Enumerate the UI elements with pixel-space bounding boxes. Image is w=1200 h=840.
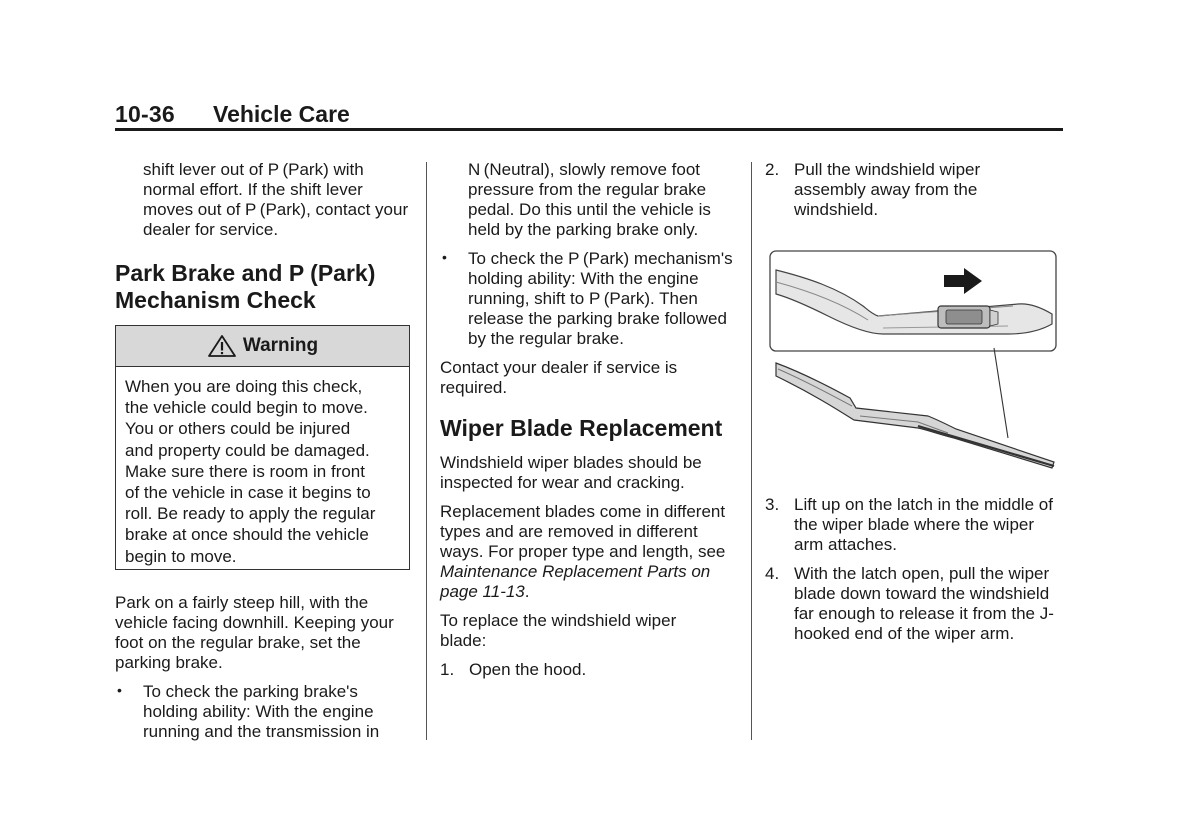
warning-line: of the vehicle in case it begins to bbox=[125, 483, 371, 503]
replacement-text-end: . bbox=[524, 582, 530, 601]
section-title: Vehicle Care bbox=[213, 101, 350, 127]
continued-text: N (Neutral), slowly remove foot pressure from the regular brake pedal. Do this until the vehicle is held by the parking brake only. bbox=[468, 160, 711, 239]
warning-triangle-icon bbox=[207, 334, 237, 358]
warning-body bbox=[116, 367, 409, 567]
paragraph-contact-dealer: Contact your dealer if service is required. bbox=[440, 358, 678, 397]
step-3 bbox=[765, 495, 1065, 555]
step-number: 4. bbox=[765, 564, 780, 583]
warning-line: brake at once should the vehicle bbox=[125, 525, 369, 545]
step-number: 2. bbox=[765, 160, 780, 179]
section-heading-wiper: Wiper Blade Replacement bbox=[440, 415, 723, 441]
wiper-illustration bbox=[768, 248, 1060, 470]
warning-line: begin to move. bbox=[125, 546, 237, 566]
step-text: With the latch open, pull the wiper blade down toward the windshield far enough to release it from the J-hooked end of the wiper arm. bbox=[794, 564, 1054, 643]
paragraph-inspect: Windshield wiper blades should be inspected for wear and cracking. bbox=[440, 453, 702, 492]
bullet-text: To check the P (Park) mechanism's holding ability: With the engine running, shift to P (Park). Then release the parking brake followed by the regular brake. bbox=[468, 249, 733, 348]
column-2 bbox=[440, 160, 738, 689]
paragraph-to-replace: To replace the windshield wiper blade: bbox=[440, 611, 677, 650]
column-divider-2 bbox=[751, 162, 752, 740]
column-1 bbox=[115, 160, 413, 314]
step-number: 1. bbox=[440, 660, 455, 679]
warning-line: You or others could be injured bbox=[125, 419, 351, 439]
warning-title: Warning bbox=[242, 335, 319, 356]
header-rule bbox=[115, 128, 1063, 131]
warning-box bbox=[115, 325, 410, 570]
replacement-parts-reference: Maintenance Replacement Parts on page 11-13 bbox=[440, 562, 711, 601]
column-3 bbox=[765, 160, 1065, 229]
step-number: 3. bbox=[765, 495, 780, 514]
column-3-lower bbox=[765, 495, 1065, 653]
warning-line: roll. Be ready to apply the regular bbox=[125, 504, 376, 524]
paragraph-replacement bbox=[440, 502, 738, 602]
heading-line-1: Park Brake and P (Park) bbox=[115, 260, 376, 286]
page-number: 10-36 bbox=[115, 101, 175, 127]
step-text: Lift up on the latch in the middle of the wiper blade where the wiper arm attaches. bbox=[794, 495, 1053, 554]
warning-line: the vehicle could begin to move. bbox=[125, 398, 368, 418]
wiper-arm-shape bbox=[776, 363, 1054, 468]
step-text: Pull the windshield wiper assembly away from the windshield. bbox=[794, 160, 981, 219]
step-2 bbox=[765, 160, 1065, 220]
warning-line: and property could be damaged. bbox=[125, 440, 370, 460]
bullet-icon: • bbox=[442, 249, 447, 265]
bullet-text: To check the parking brake's holding ability: With the engine running and the transmission in bbox=[143, 682, 380, 741]
paragraph-steep-hill: Park on a fairly steep hill, with the vehicle facing downhill. Keeping your foot on the regular brake, set the parking brake. bbox=[115, 593, 394, 672]
section-heading-park-brake bbox=[115, 260, 413, 314]
warning-line: When you are doing this check, bbox=[125, 377, 363, 396]
warning-line: Make sure there is room in front bbox=[125, 461, 365, 481]
bullet-icon: • bbox=[117, 682, 122, 698]
step-1 bbox=[440, 660, 738, 680]
warning-header bbox=[116, 326, 409, 367]
step-4 bbox=[765, 564, 1065, 644]
continued-text: shift lever out of P (Park) with normal effort. If the shift lever moves out of P (Park), contact your dealer for service. bbox=[143, 160, 409, 239]
column-1-lower bbox=[115, 593, 405, 751]
step-text: Open the hood. bbox=[469, 660, 587, 679]
column-divider-1 bbox=[426, 162, 427, 740]
bullet-park-mechanism-check bbox=[440, 249, 738, 349]
heading-line-2: Mechanism Check bbox=[115, 287, 316, 313]
replacement-text: Replacement blades come in different types and are removed in different ways. For proper type and length, see bbox=[440, 502, 726, 561]
bullet-parking-brake-check bbox=[115, 682, 405, 742]
